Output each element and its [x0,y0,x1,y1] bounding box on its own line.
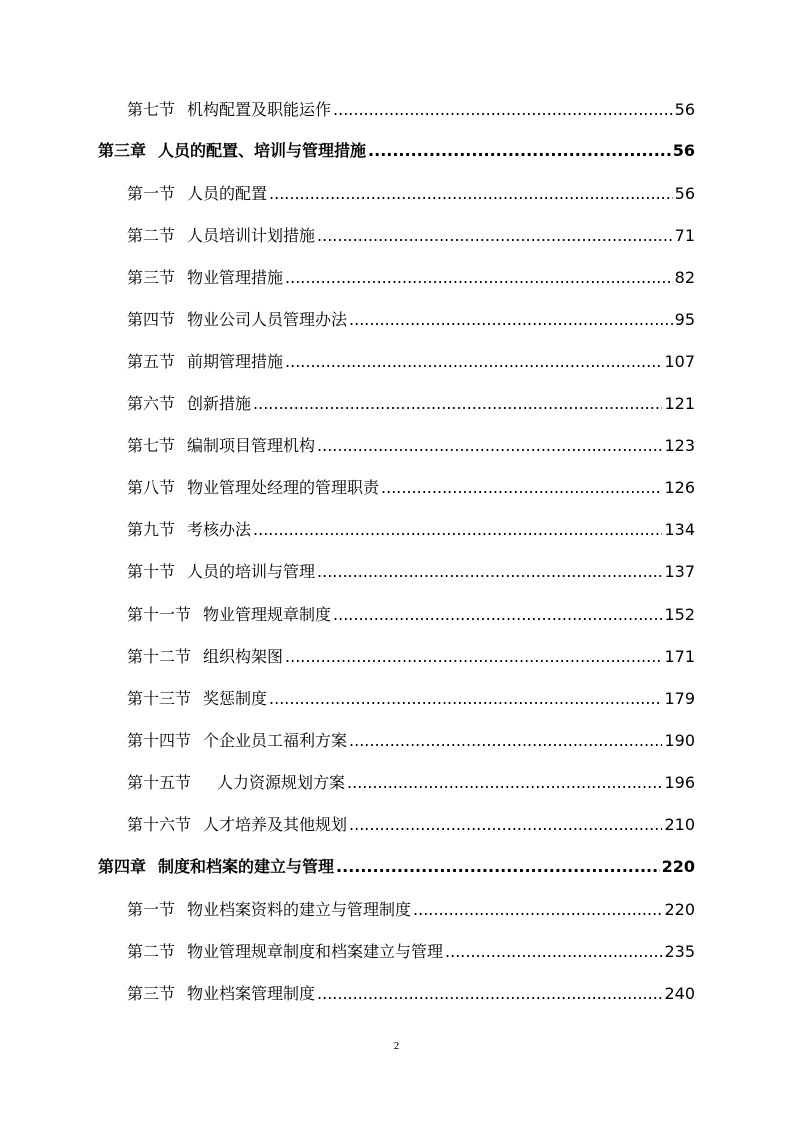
toc-entry-page-number: 152 [664,605,695,624]
toc-entry-number: 第十五节 [127,773,192,792]
toc-dot-leader [285,351,662,373]
toc-section-entry[interactable] [127,983,695,1005]
toc-entry-label [127,899,411,921]
toc-chapter-entry[interactable] [98,140,695,162]
toc-entry-number: 第十四节 [127,731,192,750]
toc-entry-label [127,477,379,499]
toc-section-entry[interactable] [127,730,695,752]
toc-dot-leader [368,140,671,162]
toc-entry-title: 物业档案管理制度 [187,984,316,1003]
toc-entry-title: 创新措施 [187,394,252,413]
toc-entry-title: 组织构架图 [203,647,284,666]
toc-entry-page-number: 56 [672,141,695,160]
toc-entry-title: 人才培养及其他规划 [203,815,348,834]
toc-entry-number: 第四章 [98,857,147,876]
toc-entry-title: 物业档案资料的建立与管理制度 [187,900,412,919]
toc-entry-label [127,941,443,963]
toc-entry-number: 第二节 [127,226,176,245]
toc-entry-title: 物业管理规章制度和档案建立与管理 [187,942,444,961]
toc-entry-page-number: 134 [664,520,695,539]
toc-entry-page-number: 137 [664,562,695,581]
toc-entry-label [98,856,334,878]
toc-dot-leader [349,309,673,331]
toc-entry-title: 人员培训计划措施 [187,226,316,245]
toc-entry-label [127,351,283,373]
toc-dot-leader [285,267,673,289]
toc-entry-label [127,183,267,205]
toc-dot-leader [285,646,662,668]
toc-dot-leader [349,814,662,836]
toc-entry-page-number: 196 [664,773,695,792]
toc-entry-number: 第一节 [127,900,176,919]
toc-entry-label [127,604,331,626]
toc-entry-number: 第十二节 [127,647,192,666]
toc-entry-title: 人员的培训与管理 [187,562,316,581]
toc-entry-number: 第十三节 [127,689,192,708]
toc-entry-number: 第十六节 [127,815,192,834]
toc-section-entry[interactable] [127,435,695,457]
toc-entry-title: 人员的配置、培训与管理措施 [158,141,367,160]
toc-entry-page-number: 240 [664,984,695,1003]
toc-entry-label [127,309,347,331]
toc-entry-label [127,267,283,289]
toc-entry-number: 第八节 [127,478,176,497]
toc-entry-label [127,646,283,668]
toc-entry-number: 第十节 [127,562,176,581]
toc-entry-number: 第七节 [127,100,176,119]
toc-section-entry[interactable] [127,309,695,331]
toc-dot-leader [253,519,662,541]
toc-entry-title: 制度和档案的建立与管理 [158,857,335,876]
toc-entry-label [127,519,251,541]
toc-entry-label [127,730,347,752]
toc-entry-number: 第五节 [127,352,176,371]
toc-entry-label [98,140,366,162]
toc-dot-leader [333,99,673,121]
toc-dot-leader [317,983,662,1005]
toc-entry-title: 奖惩制度 [203,689,268,708]
toc-section-entry[interactable] [127,519,695,541]
toc-entry-label [127,225,315,247]
toc-dot-leader [347,772,662,794]
toc-dot-leader [413,899,662,921]
toc-entry-label [127,99,331,121]
toc-entry-title: 物业管理措施 [187,268,284,287]
toc-dot-leader [336,856,660,878]
toc-entry-number: 第六节 [127,394,176,413]
toc-entry-title: 物业管理规章制度 [203,605,332,624]
toc-dot-leader [381,477,662,499]
toc-entry-title: 考核办法 [187,520,252,539]
toc-entry-label [127,772,345,794]
toc-section-entry[interactable] [127,225,695,247]
toc-section-entry[interactable] [127,899,695,921]
toc-entry-title: 物业公司人员管理办法 [187,310,348,329]
toc-entry-page-number: 123 [664,436,695,455]
toc-entry-title: 前期管理措施 [187,352,284,371]
toc-section-entry[interactable] [127,561,695,583]
toc-section-entry[interactable] [127,183,695,205]
toc-chapter-entry[interactable] [98,856,695,878]
toc-entry-label [127,561,315,583]
toc-section-entry[interactable] [127,814,695,836]
toc-entry-page-number: 220 [661,857,695,876]
toc-entry-title: 机构配置及职能运作 [187,100,332,119]
toc-entry-page-number: 82 [674,268,695,287]
toc-entry-title: 人力资源规划方案 [217,773,346,792]
toc-entry-page-number: 95 [674,310,695,329]
toc-section-entry[interactable] [127,772,695,794]
toc-dot-leader [317,435,662,457]
toc-entry-label [127,983,315,1005]
toc-entry-page-number: 71 [674,226,695,245]
toc-section-entry[interactable] [127,351,695,373]
toc-dot-leader [253,393,662,415]
toc-section-entry[interactable] [127,941,695,963]
toc-entry-page-number: 56 [674,100,695,119]
toc-entry-page-number: 179 [664,689,695,708]
toc-entry-page-number: 126 [664,478,695,497]
toc-entry-page-number: 190 [664,731,695,750]
toc-entry-number: 第二节 [127,942,176,961]
toc-entry-page-number: 210 [664,815,695,834]
toc-entry-page-number: 220 [664,900,695,919]
toc-entry-page-number: 171 [664,647,695,666]
toc-section-entry[interactable] [127,646,695,668]
toc-entry-number: 第三节 [127,268,176,287]
toc-entry-page-number: 107 [664,352,695,371]
toc-dot-leader [333,604,662,626]
page-number: 2 [393,1040,400,1052]
toc-section-entry[interactable] [127,604,695,626]
toc-entry-label [127,393,251,415]
toc-entry-title: 编制项目管理机构 [187,436,316,455]
toc-entry-page-number: 235 [664,942,695,961]
toc-dot-leader [269,183,673,205]
toc-section-entry[interactable] [127,267,695,289]
toc-dot-leader [445,941,662,963]
toc-entry-number: 第四节 [127,310,176,329]
toc-dot-leader [317,225,673,247]
toc-section-entry[interactable] [127,688,695,710]
toc-dot-leader [317,561,662,583]
toc-entry-title: 物业管理处经理的管理职责 [187,478,380,497]
toc-entry-number: 第十一节 [127,605,192,624]
toc-entry-page-number: 121 [664,394,695,413]
toc-entry-number: 第三章 [98,141,147,160]
toc-dot-leader [349,730,662,752]
toc-entry-number: 第九节 [127,520,176,539]
toc-section-entry[interactable] [127,393,695,415]
toc-entry-label [127,814,347,836]
toc-entry-number: 第七节 [127,436,176,455]
toc-entry-page-number: 56 [674,184,695,203]
toc-section-entry[interactable] [127,99,695,121]
toc-entry-label [127,435,315,457]
toc-entry-number: 第一节 [127,184,176,203]
toc-entry-number: 第三节 [127,984,176,1003]
toc-entry-title: 人员的配置 [187,184,268,203]
toc-entry-label [127,688,267,710]
toc-section-entry[interactable] [127,477,695,499]
toc-dot-leader [269,688,662,710]
toc-entry-title: 个企业员工福利方案 [203,731,348,750]
